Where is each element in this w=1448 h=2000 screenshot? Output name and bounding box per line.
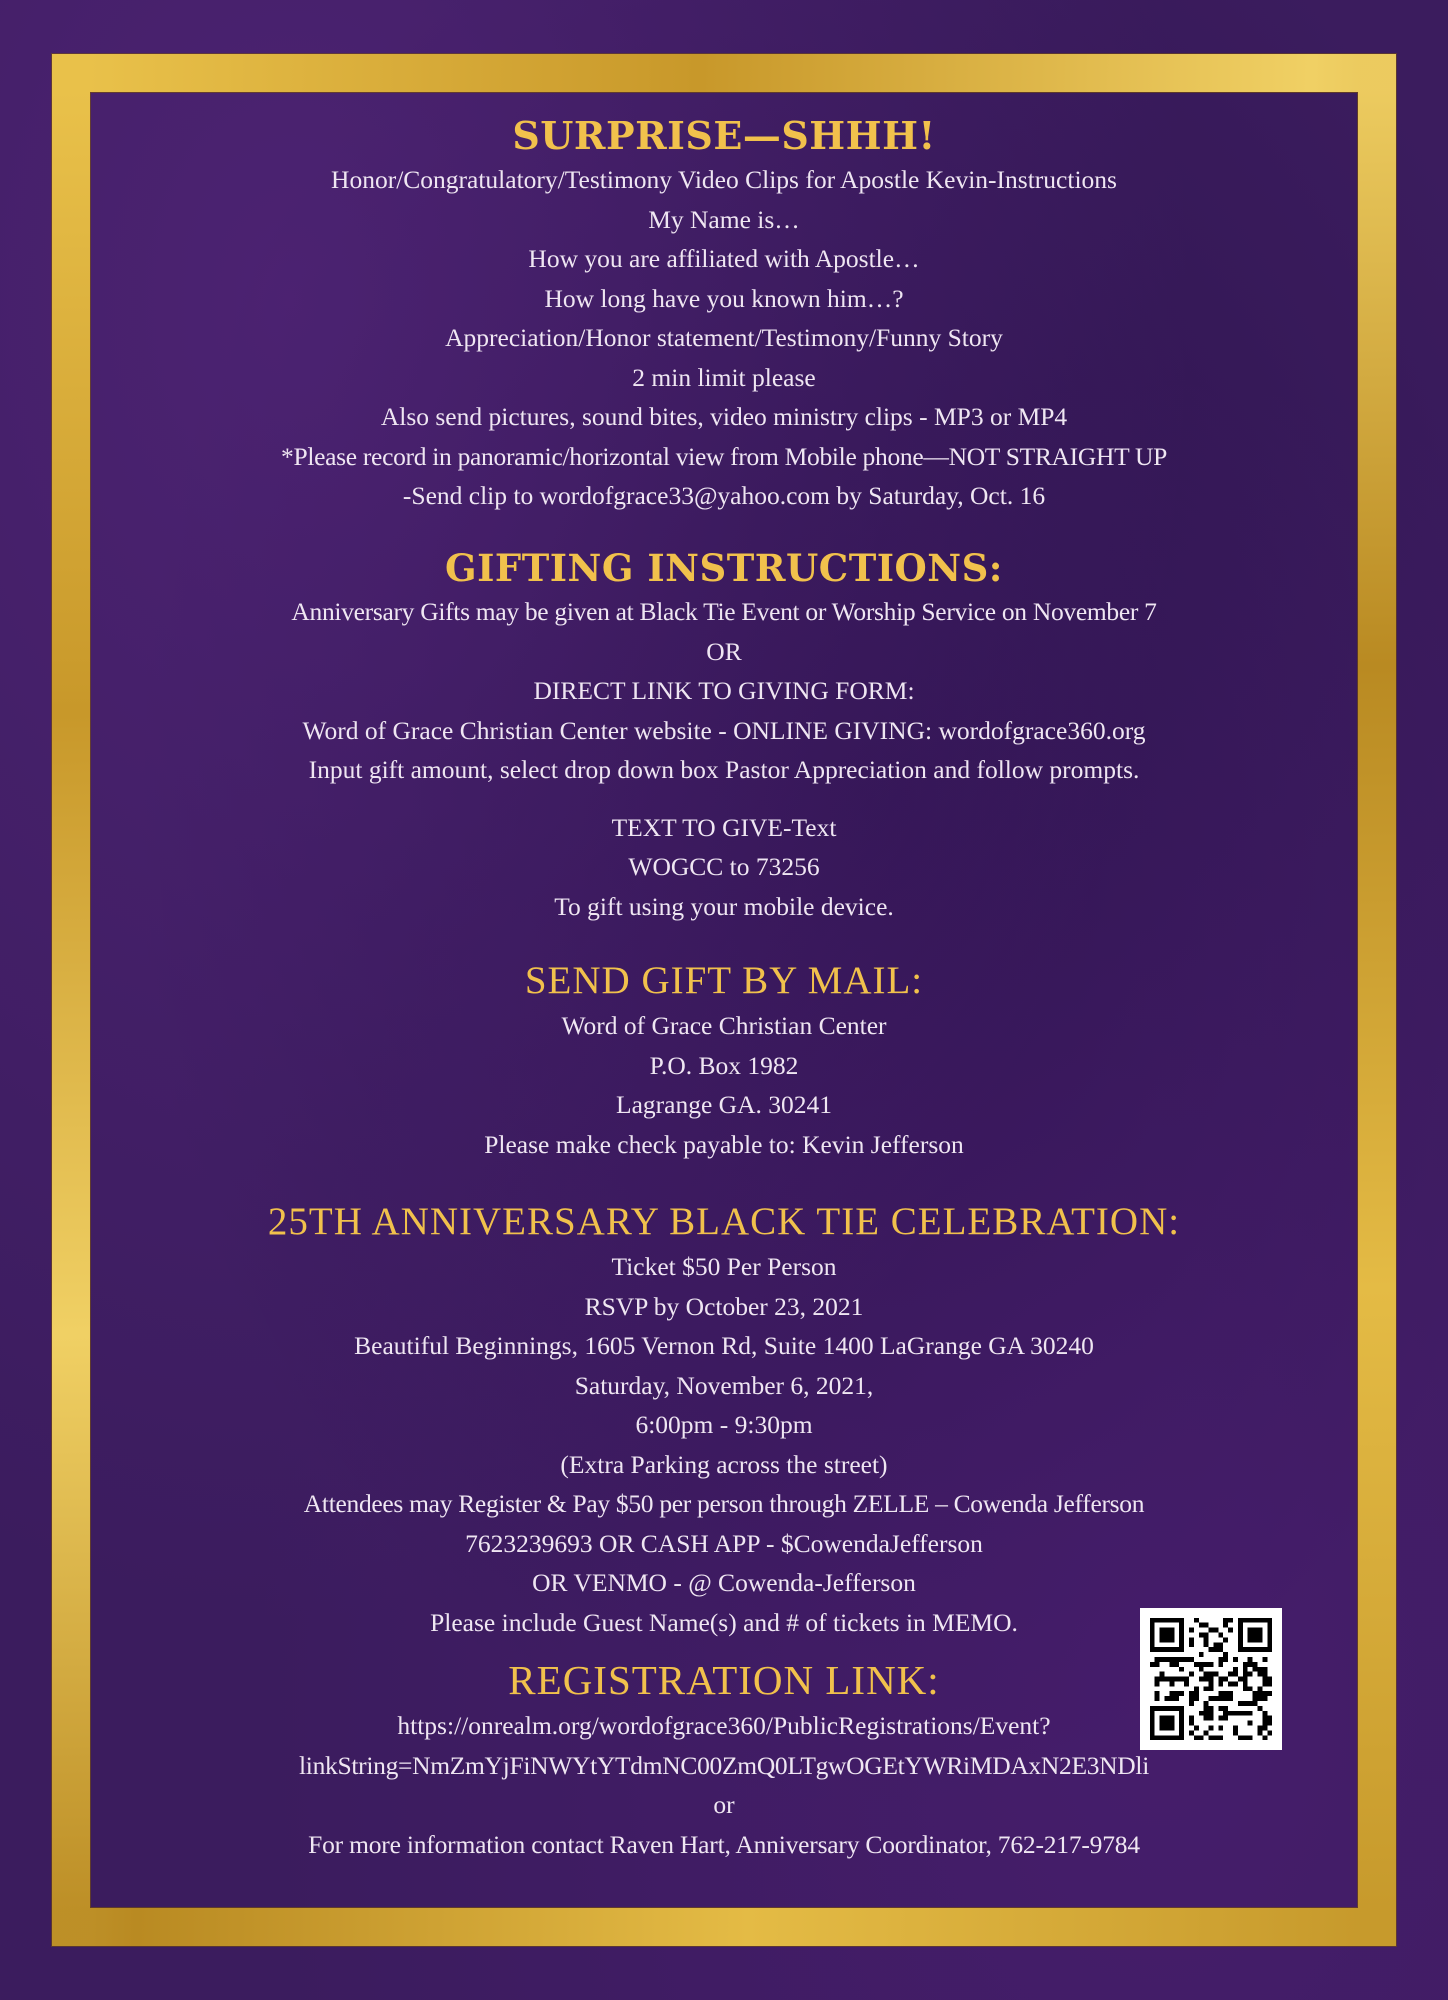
surprise-heading: SURPRISE—SHHH! <box>512 113 936 158</box>
registration-url-line-2[interactable]: linkString=NmZmYjFiNWYtYTdmNC00ZmQ0LTgwOGEtYWRiMDAxN2E3NDli <box>299 1750 1149 1780</box>
mail-line-3: Lagrange GA. 30241 <box>616 1090 832 1119</box>
surprise-line-9: -Send clip to wordofgrace33@yahoo.com by Saturday, Oct. 16 <box>402 481 1046 510</box>
section-surprise <box>90 112 1358 516</box>
celebration-heading: 25TH ANNIVERSARY BLACK TIE CELEBRATION: <box>267 1200 1181 1243</box>
surprise-line-6: 2 min limit please <box>632 362 816 392</box>
contact-line: For more information contact Raven Hart, Anniversary Coordinator, 762-217-9784 <box>308 1829 1140 1859</box>
surprise-line-2: My Name is… <box>648 204 800 234</box>
section-mail <box>90 956 1358 1164</box>
section-gifting <box>90 544 1358 926</box>
text-to-give-line-2: WOGCC to 73256 <box>628 852 820 881</box>
surprise-line-5: Appreciation/Honor statement/Testimony/Funny Story <box>445 323 1003 352</box>
text-to-give-line-1: TEXT TO GIVE-Text <box>611 812 837 842</box>
qr-code-icon[interactable] <box>1140 1608 1282 1750</box>
celebration-line-2: RSVP by October 23, 2021 <box>584 1291 864 1321</box>
celebration-line-7: Attendees may Register & Pay $50 per person through ZELLE – Cowenda Jefferson <box>303 1489 1145 1518</box>
celebration-line-6: (Extra Parking across the street) <box>560 1449 888 1479</box>
surprise-line-7: Also send pictures, sound bites, video ministry clips - MP3 or MP4 <box>380 402 1068 431</box>
celebration-line-8: 7623239693 OR CASH APP - $CowendaJefferson <box>465 1528 983 1558</box>
mail-heading: SEND GIFT BY MAIL: <box>524 959 924 1002</box>
celebration-line-5: 6:00pm - 9:30pm <box>635 1410 813 1439</box>
section-celebration <box>90 1197 1358 1642</box>
registration-url-line-1[interactable]: https://onrealm.org/wordofgrace360/PublicRegistrations/Event? <box>397 1711 1051 1740</box>
registration-line-or: or <box>713 1790 735 1819</box>
gifting-heading: GIFTING INSTRUCTIONS: <box>445 546 1003 590</box>
surprise-line-1: Honor/Congratulatory/Testimony Video Clips for Apostle Kevin-Instructions <box>331 165 1117 194</box>
gifting-line-4: Word of Grace Christian Center website - ONLINE GIVING: wordofgrace360.org <box>302 715 1146 745</box>
surprise-line-4: How long have you known him…? <box>544 283 904 313</box>
registration-heading: REGISTRATION LINK: <box>508 1657 940 1703</box>
surprise-line-3: How you are affiliated with Apostle… <box>528 244 920 273</box>
celebration-line-10: Please include Guest Name(s) and # of tickets in MEMO. <box>430 1607 1018 1637</box>
gifting-line-2: OR <box>706 636 742 666</box>
gifting-line-3: DIRECT LINK TO GIVING FORM: <box>533 676 915 705</box>
mail-line-2: P.O. Box 1982 <box>649 1050 799 1080</box>
celebration-line-4: Saturday, November 6, 2021, <box>574 1370 874 1400</box>
mail-line-4: Please make check payable to: Kevin Jefferson <box>484 1129 964 1159</box>
surprise-line-8: *Please record in panoramic/horizontal view from Mobile phone—NOT STRAIGHT UP <box>281 441 1167 471</box>
gifting-line-5: Input gift amount, select drop down box Pastor Appreciation and follow prompts. <box>308 755 1140 784</box>
gifting-line-1: Anniversary Gifts may be given at Black Tie Event or Worship Service on November 7 <box>291 597 1157 626</box>
celebration-line-1: Ticket $50 Per Person <box>611 1252 837 1281</box>
celebration-line-9: OR VENMO - @ Cowenda-Jefferson <box>532 1568 916 1597</box>
text-to-give-line-3: To gift using your mobile device. <box>554 891 894 921</box>
mail-line-1: Word of Grace Christian Center <box>561 1011 887 1040</box>
celebration-line-3: Beautiful Beginnings, 1605 Vernon Rd, Suite 1400 LaGrange GA 30240 <box>354 1331 1094 1360</box>
